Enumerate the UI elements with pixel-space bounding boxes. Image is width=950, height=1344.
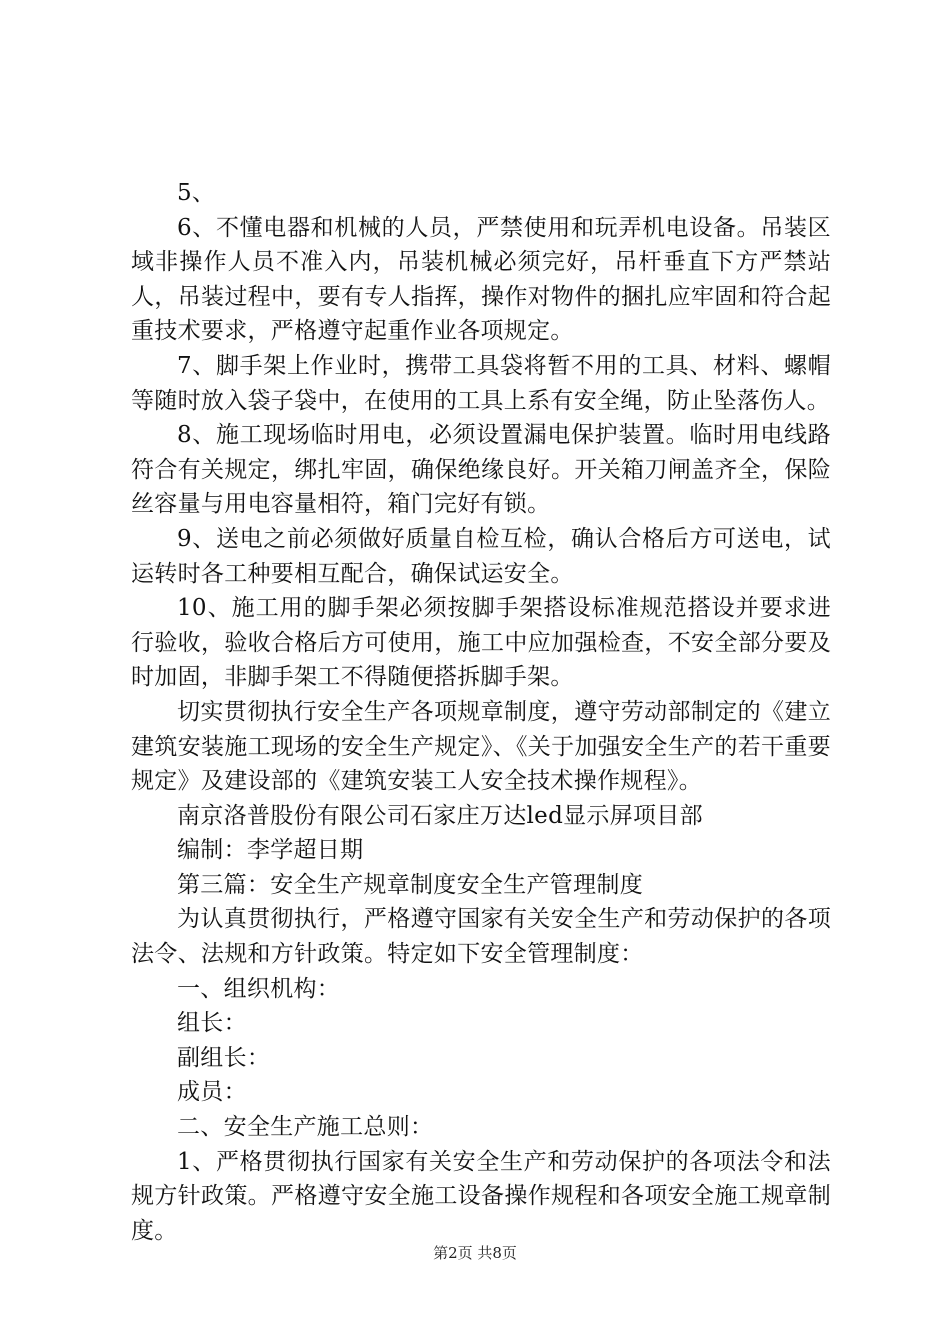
field-leader: 组长： xyxy=(177,1010,247,1037)
paragraph-company: 南京洛普股份有限公司石家庄万达led显示屏项目部 xyxy=(177,802,703,829)
section-heading-part3: 第三篇：安全生产规章制度安全生产管理制度 xyxy=(177,871,643,898)
paragraph-item-6: 6、不懂电器和机械的人员，严禁使用和玩弄机电设备。吊装区域非操作人员不准入内，吊装机械必须完好，吊杆垂直下方严禁站人，吊装过程中，要有专人指挥，操作对物件的捆扎应牢固和符合起重技术要求，严格遵守起重作业各项规定。 xyxy=(131,214,831,345)
field-members: 成员： xyxy=(177,1079,247,1106)
page-number: 第2页 共8页 xyxy=(433,1244,517,1262)
heading-organization: 一、组织机构： xyxy=(177,975,341,1002)
paragraph-regulations: 切实贯彻执行安全生产各项规章制度，遵守劳动部制定的《建立建筑安装施工现场的安全生产规定》、《关于加强安全生产的若干重要规定》及建设部的《建筑安装工人安全技术操作规程》。 xyxy=(131,698,831,795)
field-deputy-leader: 副组长： xyxy=(177,1044,271,1071)
paragraph-item-5: 5、 xyxy=(177,180,216,206)
paragraph-author-date: 编制：李学超日期 xyxy=(177,837,364,864)
paragraph-principle-1: 1、严格贯彻执行国家有关安全生产和劳动保护的各项法令和法规方针政策。严格遵守安全施工设备操作规程和各项安全施工规章制度。 xyxy=(131,1148,831,1244)
paragraph-item-7: 7、脚手架上作业时，携带工具袋将暂不用的工具、材料、螺帽等随时放入袋子袋中，在使用的工具上系有安全绳，防止坠落伤人。 xyxy=(131,352,831,414)
heading-general-principles: 二、安全生产施工总则： xyxy=(177,1114,434,1141)
paragraph-item-9: 9、送电之前必须做好质量自检互检，确认合格后方可送电，试运转时各工种要相互配合，确保试运安全。 xyxy=(131,525,831,587)
document-body xyxy=(131,176,831,1248)
paragraph-item-10: 10、施工用的脚手架必须按脚手架搭设标准规范搭设并要求进行验收，验收合格后方可使用，施工中应加强检查，不安全部分要及时加固，非脚手架工不得随便搭拆脚手架。 xyxy=(131,595,831,691)
paragraph-item-8: 8、施工现场临时用电，必须设置漏电保护装置。临时用电线路符合有关规定，绑扎牢固，确保绝缘良好。开关箱刀闸盖齐全，保险丝容量与用电容量相符，箱门完好有锁。 xyxy=(131,422,831,518)
paragraph-intro: 为认真贯彻执行，严格遵守国家有关安全生产和劳动保护的各项法令、法规和方针政策。特定如下安全管理制度： xyxy=(131,906,831,968)
